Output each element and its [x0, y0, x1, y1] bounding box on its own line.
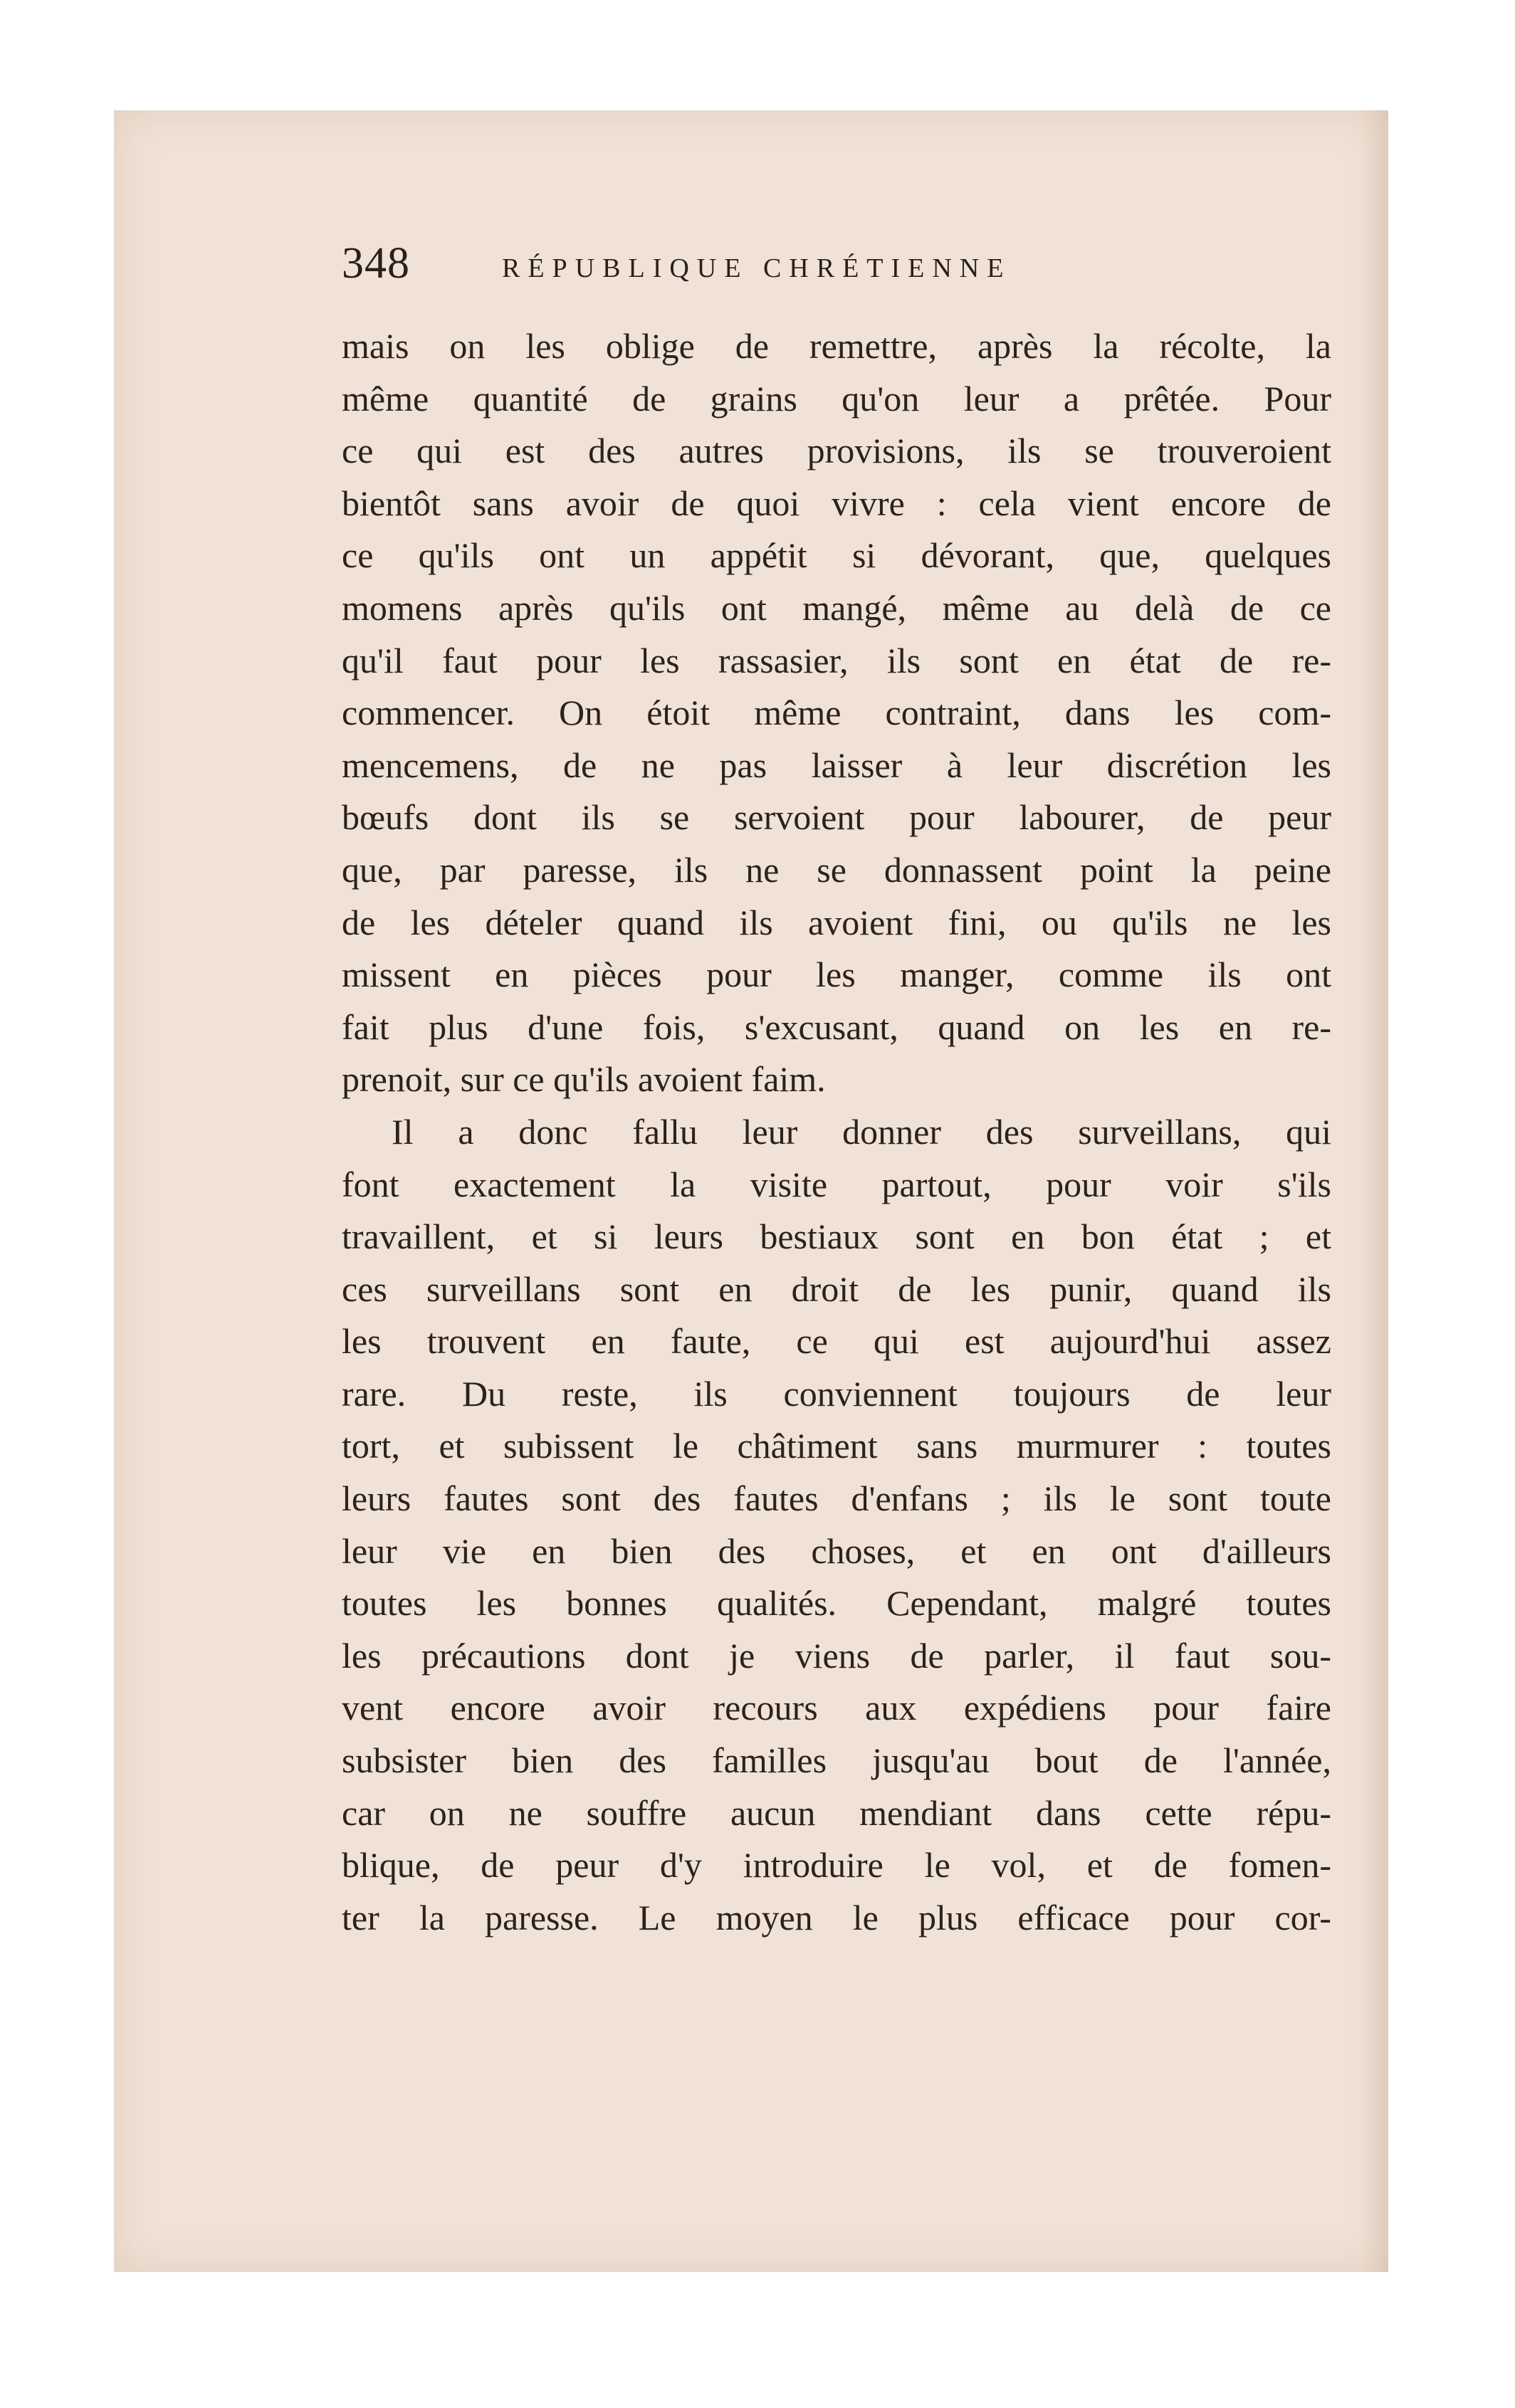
- text-line: subsister bien des familles jusqu'au bout de l'année,: [342, 1740, 1331, 1781]
- body-text: [342, 320, 1331, 1944]
- text-line: toutes les bonnes qualités. Cependant, malgré toutes: [342, 1583, 1331, 1624]
- text-line: les précautions dont je viens de parler, il faut sou-: [342, 1635, 1331, 1676]
- text-line: de les dételer quand ils avoient fini, ou qu'ils ne les: [342, 902, 1331, 942]
- text-line: ce qu'ils ont un appétit si dévorant, que, quelques: [342, 535, 1331, 576]
- paragraph-end-line: prenoit, sur ce qu'ils avoient faim.: [342, 1059, 826, 1100]
- text-line: que, par paresse, ils ne se donnassent point la peine: [342, 849, 1331, 890]
- text-line: même quantité de grains qu'on leur a prêtée. Pour: [342, 378, 1331, 419]
- text-line: tort, et subissent le châtiment sans murmurer : toutes: [342, 1426, 1331, 1466]
- text-line: ces surveillans sont en droit de les punir, quand ils: [342, 1268, 1331, 1309]
- text-line: momens après qu'ils ont mangé, même au delà de ce: [342, 587, 1331, 628]
- text-line: ce qui est des autres provisions, ils se trouveroient: [342, 431, 1331, 471]
- text-line: ter la paresse. Le moyen le plus efficace pour cor-: [342, 1897, 1331, 1938]
- text-line: font exactement la visite partout, pour voir s'ils: [342, 1164, 1331, 1204]
- text-line: les trouvent en faute, ce qui est aujourd'hui assez: [342, 1321, 1331, 1362]
- text-line: mais on les oblige de remettre, après la récolte, la: [342, 326, 1331, 366]
- text-line: qu'il faut pour les rassasier, ils sont en état de re-: [342, 640, 1331, 680]
- text-line: missent en pièces pour les manger, comme ils ont: [342, 955, 1331, 995]
- text-line: blique, de peur d'y introduire le vol, et de fomen-: [342, 1845, 1331, 1886]
- page-number: 348: [342, 239, 410, 288]
- text-line: leur vie en bien des choses, et en ont d'ailleurs: [342, 1530, 1331, 1571]
- text-line: mencemens, de ne pas laisser à leur discrétion les: [342, 745, 1331, 785]
- text-line: fait plus d'une fois, s'excusant, quand on les en re-: [342, 1006, 1331, 1047]
- running-head: [342, 238, 1331, 303]
- text-line: commencer. On étoit même contraint, dans les com-: [342, 693, 1331, 733]
- running-title: RÉPUBLIQUE CHRÉTIENNE: [502, 253, 1012, 283]
- text-line: bœufs dont ils se servoient pour labourer, de peur: [342, 797, 1331, 838]
- text-line: travaillent, et si leurs bestiaux sont en bon état ; et: [342, 1216, 1331, 1257]
- text-line: rare. Du reste, ils conviennent toujours de leur: [342, 1373, 1331, 1414]
- text-line: bientôt sans avoir de quoi vivre : cela vient encore de: [342, 483, 1331, 523]
- text-line: leurs fautes sont des fautes d'enfans ; ils le sont toute: [342, 1478, 1331, 1519]
- text-line: vent encore avoir recours aux expédiens pour faire: [342, 1688, 1331, 1728]
- paragraph-start-line: Il a donc fallu leur donner des surveillans, qui: [392, 1111, 1331, 1152]
- text-line: car on ne souffre aucun mendiant dans cette répu-: [342, 1792, 1331, 1833]
